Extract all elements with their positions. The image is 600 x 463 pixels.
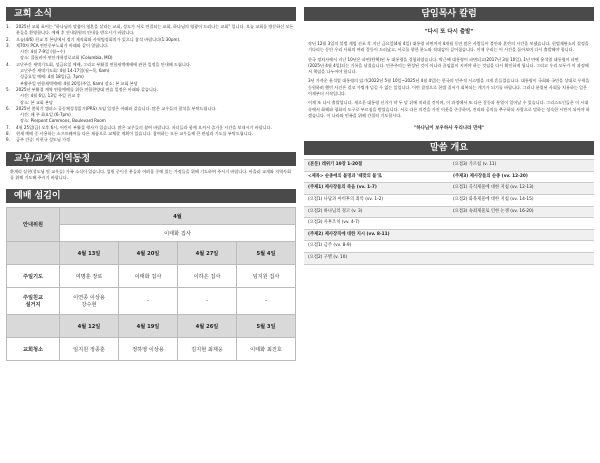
sermon-outline-item	[449, 218, 594, 230]
usher-name: 이태화 집사	[60, 225, 296, 242]
name-cell: 임지원 집사	[237, 265, 296, 288]
news-item-text: 시간: 매 주 화요일 (6-7pm)	[20, 112, 71, 118]
name-cell: 정하영 이상용	[119, 338, 178, 361]
sermon-outline-item	[449, 253, 594, 265]
date-cell: 5월 4일	[237, 242, 296, 265]
sermon-outline-item: (주제1) 제사장들의 죽음 (vv. 1-7)	[304, 183, 449, 195]
sunday-prayer-label: 주일기도	[7, 265, 60, 288]
sermon-outline-item: (요점3) 사후조치 (vv. 4-7)	[304, 218, 449, 230]
date-cell: 4월 26일	[178, 315, 237, 338]
news-item-number: 3.	[6, 42, 10, 48]
news-item-number: 4.	[6, 61, 10, 67]
news-item-text: 시간: 4월 6일, 13일 주일 친교 후	[20, 93, 81, 99]
month-header: 4월	[60, 208, 296, 225]
sermon-outline-item: (요점1) 나답과 아비후의 죄악 (vv. 1-2)	[304, 195, 449, 207]
name-cell: -	[119, 288, 178, 315]
sermon-outline-item: (본문) 레위기 10장 1-20절	[304, 160, 449, 172]
date-cell: 4월 27일	[178, 242, 237, 265]
column-header: 담임목사 칼럼	[304, 7, 594, 21]
news-item-text: 장소: Pierpont Commons, Boulevard Room	[20, 118, 106, 124]
name-cell: 김지현 최재웅	[178, 338, 237, 361]
news-item-text: 2025년 봄학기 캠퍼스 공동체성경읽기(PRS) 모임 일정은 아래와 같습니다. 많은 교우들의 참석을 부탁드립니다.	[16, 105, 217, 111]
date-cell: 4월 13일	[60, 242, 119, 265]
news-item-text: 부활주일 연합새벽예배: 4월 20일(주일, 6am) 장소: 본 교회 본당	[20, 80, 138, 86]
sermon-outline-item: (요점1) 금주 (vv. 8-9)	[304, 241, 449, 253]
date-cell: 4월 20일	[119, 242, 178, 265]
name-cell: 여명훈 장로	[60, 265, 119, 288]
news-item-number: 9.	[6, 137, 10, 143]
column-paragraph: 한국 정치사에서 지난 10년은 파면(탄핵)된 두 대통령을 경험하였습니다. 박근혜 대통령이 파면되고(2017년 3월 10일), 1년 만에 윤석열 대통령이 파면(2025년 4월 4일)되는 기록을 남겼습니다. 민주주의는 완성된 것이 아니라 끊임없이 지켜야 하는 것임을 다시 확인하게 됩니다. 그리고 우리 모두가 이 과정에서 책임을 나누어야 합니다.	[308, 56, 589, 75]
sermon-outline-item	[449, 241, 594, 253]
date-cell: 4월 19일	[119, 315, 178, 338]
sermon-outline-item: (요점2) 구별 (v. 10)	[304, 253, 449, 265]
name-cell: 이태화 집사	[119, 265, 178, 288]
news-item-text: 고난주간 새벽기도회: 4월 14-17일(월~목, 6am)	[20, 68, 110, 74]
name-cell: 이하은 집사	[178, 265, 237, 288]
column-paragraph: 이제 또 다시 출발입니다. 새로운 대통령 선거가 약 두 달 뒤에 치러질 것이며, 이 과정에서 또 다른 갈등과 분열이 일어날 수 있습니다. 그리스도인들은 이 시대 속에서 화해와 평화의 도구로 부르심을 받았습니다. 서로 다른 의견을 가진 이웃을 존중하며, 진리와 공의를 추구하되 사랑으로 말하는 성숙한 시민이 되어야 하겠습니다. 이 나라와 민족을 위해 간절히 기도합시다.	[308, 100, 590, 118]
news-item-number: 5.	[6, 86, 10, 92]
sermon-outline	[304, 159, 594, 264]
news-item-text: 제70차 PCA 연안중부노회가 아래와 같이 열립니다.	[16, 42, 109, 48]
news-list	[6, 24, 296, 144]
empty-cell	[7, 315, 60, 338]
name-cell: -	[178, 288, 237, 315]
news-item-number: 2.	[6, 36, 10, 42]
sermon-outline-item: (요점2) 화목제물에 대한 지침 (vv. 14-15)	[449, 195, 594, 207]
news-item-text: 성금요일 예배: 4월 18일(금, 7pm)	[20, 74, 84, 80]
sermon-outline-item: (요점2) 하나님의 경고 (v. 3)	[304, 207, 449, 219]
empty-cell	[7, 242, 60, 265]
news-item-text: 현재 예배 중 사용하는 소프트웨어를 다른 제품으로 교체할 계획이 있습니다. 참여하는 모든 교우들께 큰 관심과 기도를 부탁드립니다.	[16, 131, 253, 137]
news-item	[6, 24, 296, 37]
news-item-text: 오늘(4/6) 친교 후 본당에서 정기 제직회와 사역팀장회의가 있으니 참석 바랍니다(1:30pm).	[16, 36, 181, 42]
name-cell: 이태화 최진호	[237, 338, 296, 361]
mission-text: 환계리 실천(성도님 및 교우들) 가족 소식이 있습니다. 입원 중이신 분들과 어려움 중에 있는 가정들을 위해 기도하여 주시기 바랍니다. 아울러 교계와 지역사회를 위해 기도해 주시기 바랍니다.	[10, 168, 291, 180]
date-cell: 4월 12일	[60, 315, 119, 338]
news-item-text: 장소: 콜롬비아 연안개혁장로교회 (Columbia, MO)	[20, 55, 113, 61]
date-cell: 5월 3일	[237, 315, 296, 338]
sermon-outline-item: (주제3) 제사장들의 순종 (vv. 12-20)	[449, 172, 594, 184]
name-cell: 임지원 정종훈	[60, 338, 119, 361]
news-item-number: 7.	[6, 124, 10, 130]
cleaning-label: 교회청소	[7, 338, 60, 361]
news-item-number: 6.	[6, 105, 10, 111]
sermon-header: 말씀 개요	[304, 141, 594, 155]
name-cell: -	[237, 288, 296, 315]
left-column	[6, 0, 296, 361]
column-subtitle: "다시 또 다시 출발"	[424, 29, 474, 35]
news-item-number: 1.	[6, 24, 10, 29]
news-header: 교회 소식	[6, 7, 296, 21]
schedule-header: 예배 섬김이	[6, 189, 296, 203]
column-paragraph: 3년 가까운 윤석열 대통령의 임기(2022년 5월 10일~2025년 4월 4일)는 한국의 민주적 시스템을 크게 흔들었습니다. 대통령이 국회와 국민을 상대로 무력을 동원하려 했던 사건은 결코 가볍게 넘길 수 없는 일입니다. 이번 결정으로 헌법 질서가 회복되는 계기가 되기를 바랍니다. 그러나 분열된 사회를 치유하는 일은 이제부터 시작입니다.	[308, 78, 590, 97]
news-item-text: 고난주간 새벽기도회, 성금요일 예배, 그리고 부활절 연합새벽예배에 관한 일정을 안내해 드립니다.	[16, 61, 192, 67]
sermon-outline-item: (요점3) 속죄제물로 인한 논쟁 (vv. 16-20)	[449, 207, 594, 219]
news-item-text: 2025년 교회 표어는 "하나님의 말씀이 영혼을 살리는 교회, 성도가 서로 연결되는 교회, 하나님의 영광이 드러나는 교회" 입니다. 오늘 교회를 방문하신 모든 분들을 환영합니다. 예배 후 안내위원의 안내를 받으시기 바랍니다.	[16, 24, 294, 36]
right-column	[304, 0, 594, 265]
mission-header: 교우/교계/지역동정	[6, 152, 296, 166]
news-item-number: 8.	[6, 131, 10, 137]
news-item-text: 2025년 부활절 계역 연합예배를 위한 연합찬양대 연습 일정은 아래와 같습니다.	[16, 86, 159, 92]
schedule-table	[6, 207, 296, 361]
news-item-text: 4월 25일(금) 오후 6시, 어린이 부활절 행사가 있습니다. 많은 교우들의 참여 바랍니다. 자녀들과 함께 오셔서 즐거운 시간을 보내시기 바랍니다.	[16, 124, 272, 130]
column-signature: "하나님이 보우하사 우리나라 만세"	[413, 126, 485, 132]
usher-label: 안내위원	[7, 208, 60, 242]
sermon-outline-item	[449, 230, 594, 242]
lunch-label: 주일친교 설거지	[7, 288, 60, 315]
news-item	[6, 137, 296, 143]
news-item-text: 금주 간증: 이현규 성도님 가정	[16, 137, 71, 143]
news-item-text: 시간: 4월 7-9일 (월~수)	[20, 49, 65, 55]
sermon-outline-item: (요점1) 곡식제물에 대한 지침 (vv. 12-13)	[449, 183, 594, 195]
column-paragraph: 작년 12월 3일의 불법 계엄 선포 후 지난 금요일(4월 4일) 대통령 파면까지 4개월 동안 많은 사람들이 불안과 혼란의 시간을 보냈습니다. 헌법재판소의 결정을 기다리는 동안 우리 사회의 여러 갈등이 드러났고, 서로를 향한 분노와 적대감이 깊어졌습니다. 이제 우리는 이 시간을 돌아보며 다시 출발해야 합니다.	[308, 41, 589, 53]
name-cell: 이연종 이상용 강수현	[60, 288, 119, 315]
sermon-outline-item: (요점3) 가르침 (v. 11)	[449, 160, 594, 172]
sermon-outline-item: <제목> 순종에의 불멍과 '때맞의 불'로	[304, 172, 449, 184]
sermon-outline-item: (주제2) 제사장직에 대한 지시 (vv. 8-11)	[304, 230, 449, 242]
news-item-text: 장소: 본 교회 본당	[20, 99, 53, 105]
